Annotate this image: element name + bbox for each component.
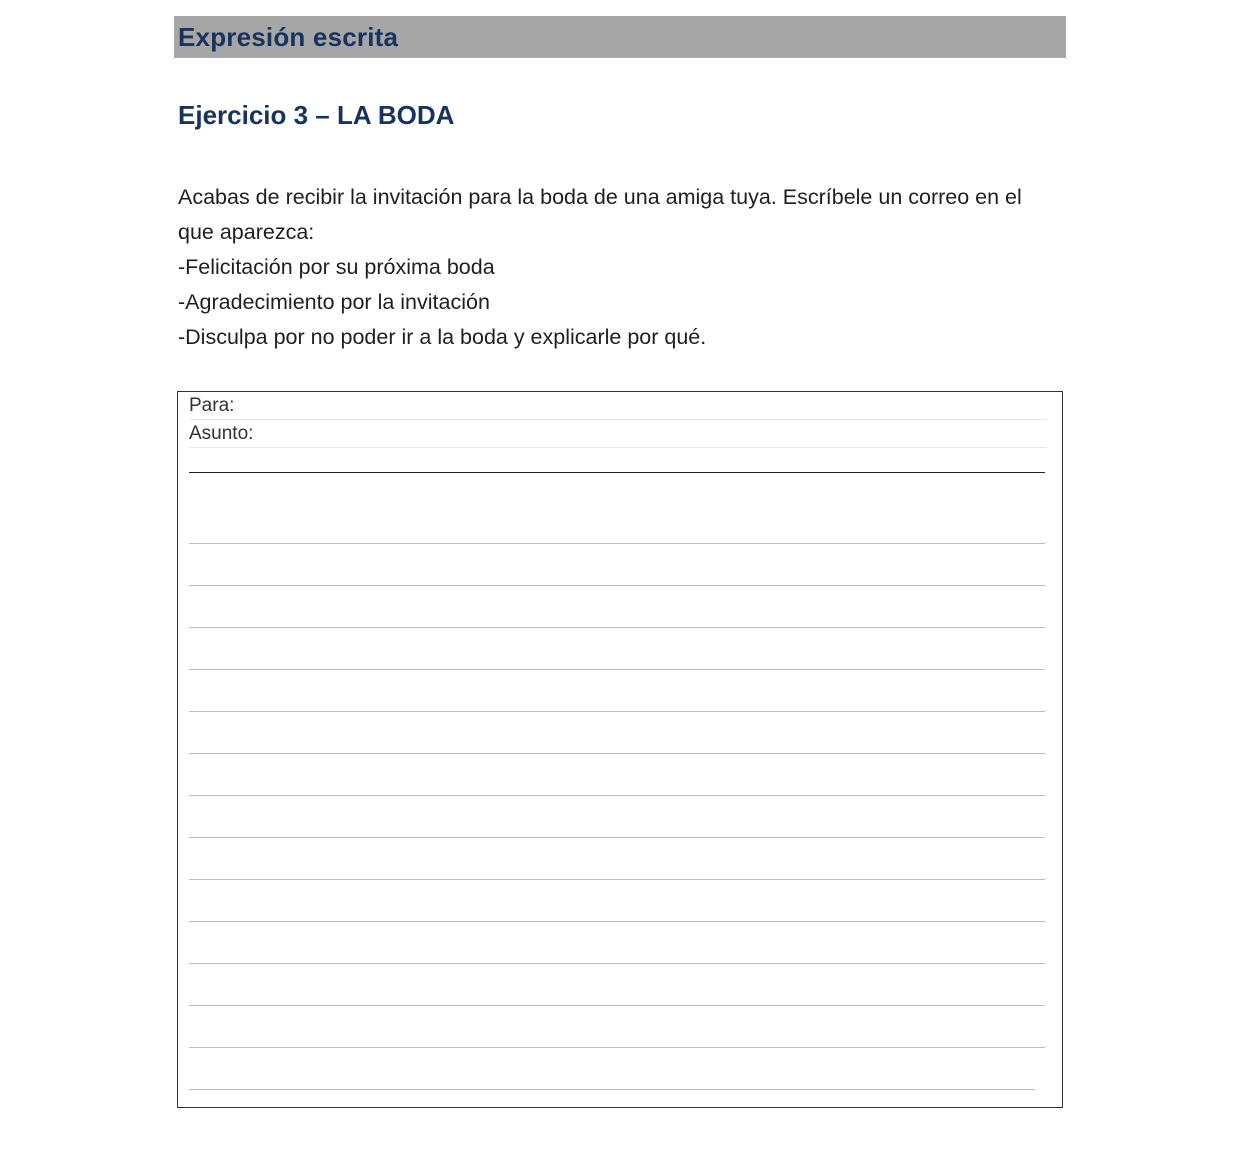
writing-line[interactable] — [189, 1005, 1045, 1006]
to-label: Para: — [189, 395, 235, 416]
instructions — [178, 180, 1058, 355]
instruction-item-congratulations: -Felicitación por su próxima boda — [178, 255, 495, 279]
writing-line[interactable] — [189, 795, 1045, 796]
writing-line[interactable] — [189, 711, 1045, 712]
to-field[interactable] — [189, 393, 1047, 420]
writing-line[interactable] — [189, 669, 1045, 670]
writing-line[interactable] — [189, 543, 1045, 544]
exercise-title: Ejercicio 3 – LA BODA — [178, 100, 455, 130]
instruction-item-thanks: -Agradecimiento por la invitación — [178, 290, 490, 314]
writing-line[interactable] — [189, 753, 1045, 754]
writing-line[interactable] — [189, 837, 1045, 838]
instruction-item-apology: -Disculpa por no poder ir a la boda y explicarle por qué. — [178, 325, 707, 349]
subject-field[interactable] — [189, 421, 1047, 448]
header-divider — [189, 472, 1045, 473]
writing-line[interactable] — [189, 585, 1045, 586]
subject-label: Asunto: — [189, 423, 254, 444]
writing-line[interactable] — [189, 879, 1045, 880]
writing-line[interactable] — [189, 627, 1045, 628]
writing-line[interactable] — [189, 1047, 1045, 1048]
writing-line[interactable] — [189, 963, 1045, 964]
email-writing-box[interactable] — [177, 391, 1063, 1108]
writing-line[interactable] — [189, 1089, 1035, 1090]
instruction-intro: Acabas de recibir la invitación para la boda de una amiga tuya. Escríbele un correo en el que aparezca: — [178, 185, 1022, 244]
section-header — [174, 16, 1066, 58]
writing-line[interactable] — [189, 921, 1045, 922]
section-title: Expresión escrita — [178, 21, 399, 52]
